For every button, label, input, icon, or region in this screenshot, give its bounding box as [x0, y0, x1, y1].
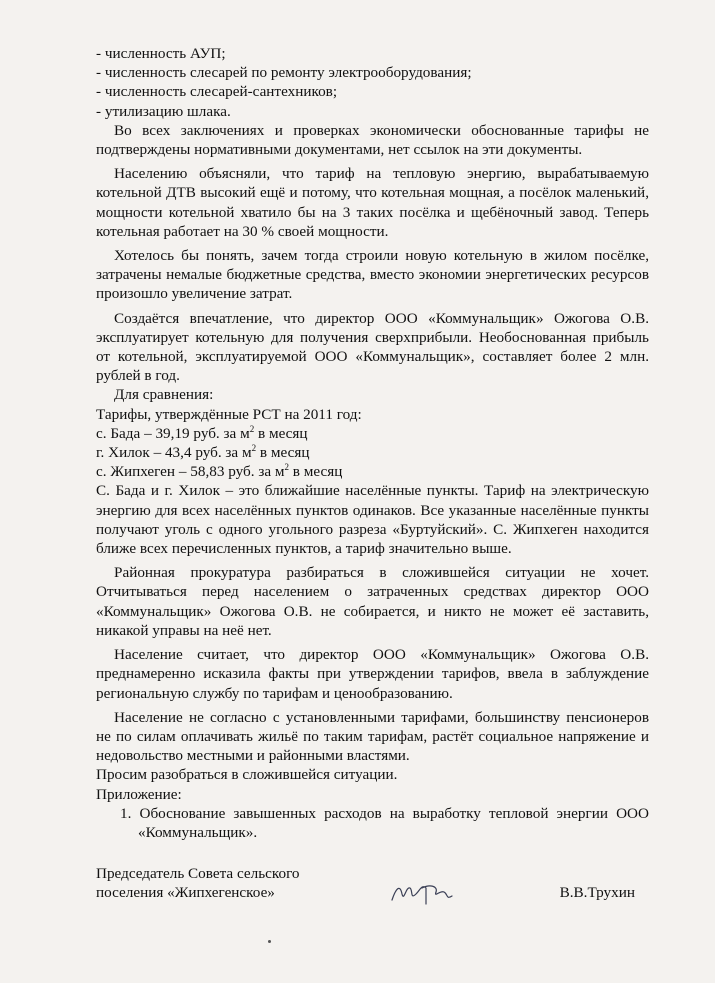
paragraph-why-built: Хотелось бы понять, зачем тогда строили новую котельную в жилом посёлке, затрачены немалые бюджетные средства, вместо экономии энергетических ресурсов произошло увеличение затрат.: [96, 247, 649, 303]
handwritten-signature: [386, 874, 456, 908]
scan-speck: [268, 940, 271, 943]
list-item: - утилизацию шлака.: [96, 102, 231, 120]
list-item: - численность слесарей по ремонту электрооборудования;: [96, 64, 472, 82]
signature-block: [96, 864, 649, 908]
appendix-title: Приложение:: [96, 785, 182, 803]
signatory-title-line: Председатель Совета сельского: [96, 865, 300, 883]
paragraph-request: Просим разобраться в сложившейся ситуации.: [96, 766, 398, 784]
tariffs-title: Тарифы, утверждённые РСТ на 2011 год:: [96, 405, 362, 423]
list-item: - численность АУП;: [96, 45, 226, 62]
paragraph-boiler-capacity: Населению объясняли, что тариф на тепловую энергию, вырабатываемую котельной ДТВ высокий ещё и потому, что котельная мощная, а посёлок маленький, мощности котельной хватило бы на 3 таких посёлка и щебёночный завод. Теперь котельная работает на 30 % своей мощности.: [96, 165, 649, 240]
tariff-unit: руб. за м: [195, 444, 252, 462]
tariff-period: в месяц: [254, 424, 308, 442]
tariff-price: 58,83: [190, 463, 225, 481]
tariff-period: в месяц: [288, 463, 343, 481]
paragraph-prosecutor: Районная прокуратура разбираться в сложившейся ситуации не хочет. Отчитываться перед населением о затраченных средствах директор ООО «Коммунальщик» Ожогова О.В. не собирается, и никто не может её заставить, никакой управы на неё нет.: [96, 564, 649, 639]
paragraph-tariffs-unconfirmed: Во всех заключениях и проверках экономически обоснованные тарифы не подтверждены нормативными документами, нет ссылок на эти документы.: [96, 121, 649, 159]
tariff-unit: руб. за м: [228, 463, 285, 481]
tariffs-list: [96, 424, 649, 482]
paragraph-misled-service: Население считает, что директор ООО «Коммунальщик» Ожогова О.В. преднамеренно исказила факты при утверждении тарифов, ввела в заблуждение региональную службу по тарифам и ценообразованию.: [96, 646, 649, 702]
paragraph-excess-profit: Создаётся впечатление, что директор ООО «Коммунальщик» Ожогова О.В. эксплуатирует котельную для получения сверхприбыли. Необоснованная прибыль от котельной, эксплуатируемой ООО «Коммунальщик», составляет более 2 млн. рублей в год.: [96, 309, 649, 385]
tariff-row: г. Хилок – 43,4 руб. за $м^2$ в месяц: [96, 443, 310, 462]
comparison-heading: Для сравнения:: [114, 386, 214, 404]
signatory-name: В.В.Трухин: [559, 884, 635, 902]
list-item: - численность слесарей-сантехников;: [96, 83, 338, 101]
tariff-price: 39,19: [155, 424, 190, 442]
tariff-unit-power: 2: [284, 462, 289, 473]
appendix-item: 1. Обоснование завышенных расходов на выработку тепловой энергии ООО «Коммунальщик».: [120, 804, 649, 841]
tariff-place: с. Жипхеген: [96, 463, 176, 481]
tariff-place: г. Хилок: [96, 444, 150, 462]
tariff-unit: руб. за м: [193, 424, 250, 442]
paragraph-disagreement: Население не согласно с установленными тарифами, большинству пенсионеров не по силам оплачивать жильё по таким тарифам, растёт социальное напряжение и недовольство местными и районными властями.: [96, 708, 649, 765]
tariff-row: с. Жипхеген – 58,83 руб. за $м^2$ в месяц: [96, 462, 343, 481]
tariff-price: 43,4: [164, 444, 192, 462]
signatory-title-line: поселения «Жипхегенское»: [96, 884, 275, 902]
tariff-unit-power: 2: [249, 423, 255, 434]
paragraph-nearest-settlements: С. Бада и г. Хилок – это ближайшие населённые пункты. Тариф на электрическую энергию для всех населённых пунктов одинаков. Все указанные населённые пункты получают уголь с одного угольного разреза «Буртуйский». С. Жипхеген находится ближе всех перечисленных пунктов, а тариф значительно выше.: [96, 482, 649, 558]
tariff-row: с. Бада – 39,19 руб. за $м^2$ в месяц: [96, 423, 308, 442]
cost-items-list: [96, 44, 649, 121]
tariff-place: с. Бада: [96, 424, 141, 442]
signatory-title: [96, 864, 300, 902]
tariff-period: в месяц: [256, 444, 310, 462]
tariff-unit-power: 2: [251, 443, 257, 454]
